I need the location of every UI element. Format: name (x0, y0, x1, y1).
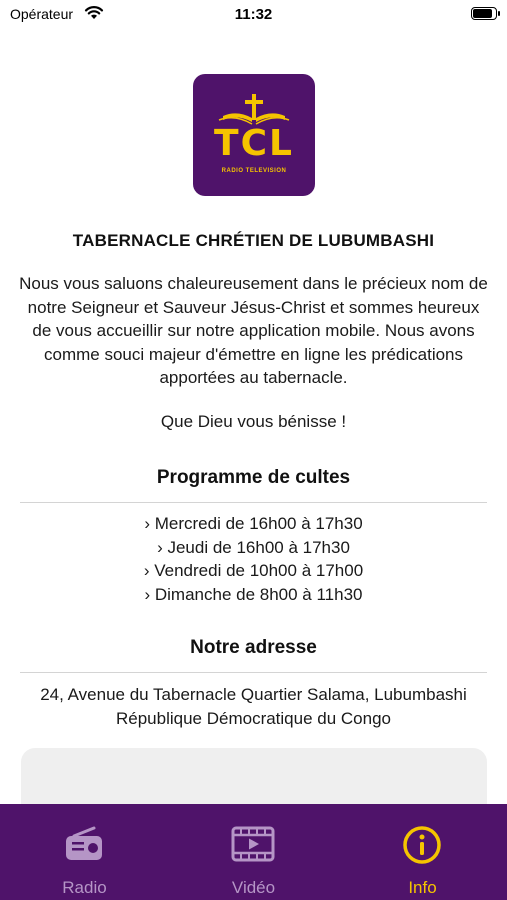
schedule-item: › Mercredi de 16h00 à 17h30 (144, 514, 363, 533)
info-icon (402, 825, 442, 865)
logo-subtitle: RADIO TELEVISION (221, 168, 287, 174)
tab-video[interactable] (169, 804, 338, 900)
schedule-list (0, 512, 507, 606)
tab-label: Radio (62, 878, 107, 897)
logo-text: TCL (214, 123, 294, 164)
tab-label: Info (408, 878, 437, 897)
address-title: Notre adresse (190, 637, 317, 658)
divider (20, 502, 487, 503)
tab-info[interactable] (338, 804, 507, 900)
tab-radio[interactable] (0, 804, 169, 900)
status-time: 11:32 (234, 6, 273, 23)
welcome-message: Nous vous saluons chaleureusement dans le précieux nom de notre Seigneur et Sauveur Jésus-Christ et sommes heureux de vous accueillir sur notre application mobile. Nous avons comme souci majeur d'émettre en ligne les prédications apportées au tabernacle. (19, 274, 488, 387)
schedule-item: › Vendredi de 10h00 à 17h00 (143, 561, 364, 580)
battery-icon (471, 7, 497, 20)
schedule-item: › Jeudi de 16h00 à 17h30 (157, 537, 350, 557)
schedule-title: Programme de cultes (156, 467, 351, 488)
divider (20, 672, 487, 673)
app-logo (193, 74, 315, 196)
page-title: TABERNACLE CHRÉTIEN DE LUBUMBASHI (72, 231, 435, 250)
tab-label: Vidéo (231, 878, 276, 897)
address-text: 24, Avenue du Tabernacle Quartier Salama, Lubumbashi République Démocratique du Congo (40, 685, 467, 728)
radio-icon (64, 826, 104, 862)
status-bar (0, 0, 507, 28)
blessing-text: Que Dieu vous bénisse ! (160, 412, 347, 431)
battery-level (473, 9, 492, 18)
carrier-name: Opérateur (10, 6, 74, 22)
video-icon (231, 825, 275, 863)
schedule-item: › Dimanche de 8h00 à 11h30 (144, 584, 363, 604)
tab-bar (0, 804, 507, 900)
